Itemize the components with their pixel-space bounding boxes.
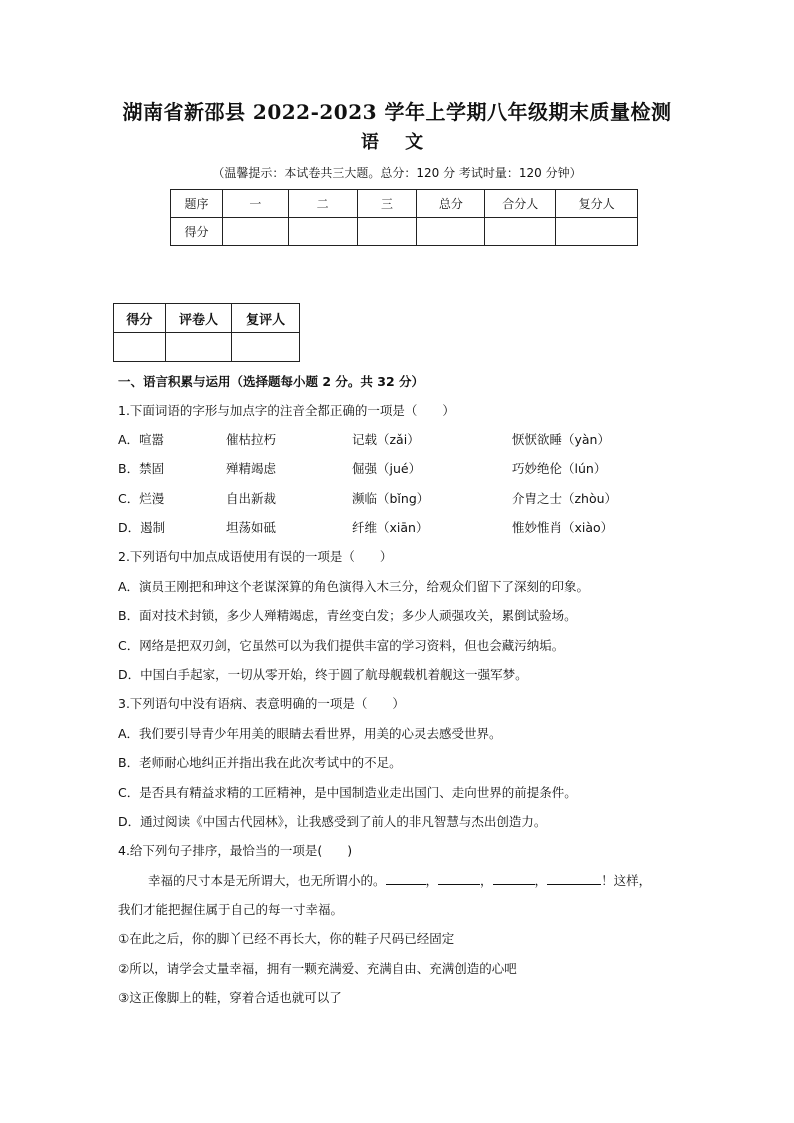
q2-option-d: D．中国白手起家，一切从零开始，终于圆了航母舰载机着舰这一强军梦。	[118, 667, 528, 682]
question-1-stem: 1.下面词语的字形与加点字的注音全都正确的一项是（ ）	[118, 403, 455, 418]
question-4-stem: 4.给下列句子排序，最恰当的一项是( )	[118, 843, 353, 858]
question-3-stem: 3.下列语句中没有语病、表意明确的一项是（ ）	[118, 696, 405, 711]
grader-header-cell: 得分	[114, 304, 166, 333]
q1-option-d-word4: 惟妙惟肖（xiào）	[512, 520, 614, 535]
q3-option-a: A．我们要引导青少年用美的眼睛去看世界，用美的心灵去感受世界。	[118, 726, 502, 741]
q1-option-b-word3: 倔强（jué）	[352, 461, 422, 476]
q1-option-a-word1: A．喧嚣	[118, 432, 165, 447]
q1-option-a-word3: 记载（zǎi）	[352, 432, 420, 447]
score-header-cell: 三	[357, 190, 417, 218]
q3-option-c: C．是否具有精益求精的工匠精神，是中国制造业走出国门、走向世界的前提条件。	[118, 785, 577, 800]
answer-blank[interactable]	[547, 872, 601, 885]
score-cell[interactable]	[556, 218, 638, 246]
score-table-score-row	[171, 218, 638, 246]
score-header-cell: 复分人	[556, 190, 638, 218]
q4-item-1: ①在此之后，你的脚丫已经不再长大，你的鞋子尺码已经固定	[118, 931, 455, 946]
grader-blank-row	[114, 333, 300, 362]
question-2-stem: 2.下列语句中加点成语使用有误的一项是（ ）	[118, 549, 393, 564]
q1-option-c-word3: 濒临（bǐng）	[352, 491, 430, 506]
subject-title: 语 文	[360, 132, 434, 153]
q1-option-a-word4: 恹恹欲睡（yàn）	[512, 432, 610, 447]
exam-tip: （温馨提示：本试卷共三大题。总分：120 分 考试时量：120 分钟）	[212, 166, 582, 180]
score-header-cell: 题序	[171, 190, 223, 218]
q1-option-c-word1: C．烂漫	[118, 491, 165, 506]
q1-option-c-word4: 介胄之士（zhòu）	[512, 491, 618, 506]
score-cell[interactable]	[485, 218, 556, 246]
answer-blank[interactable]	[493, 872, 535, 885]
q4-passage-end: ！这样，	[601, 873, 652, 888]
answer-blank[interactable]	[438, 872, 480, 885]
grader-header-cell: 评卷人	[165, 304, 232, 333]
q2-option-a: A．演员王刚把和珅这个老谋深算的角色演得入木三分，给观众们留下了深刻的印象。	[118, 579, 590, 594]
grader-header-row	[114, 304, 300, 333]
score-cell[interactable]	[288, 218, 357, 246]
q3-option-d: D．通过阅读《中国古代园林》，让我感受到了前人的非凡智慧与杰出创造力。	[118, 814, 547, 829]
grader-header-cell: 复评人	[232, 304, 300, 333]
grader-cell[interactable]	[165, 333, 232, 362]
q1-option-d-word3: 纤维（xiān）	[352, 520, 429, 535]
q4-item-2: ②所以，请学会丈量幸福，拥有一颗充满爱、充满自由、充满创造的心吧	[118, 961, 517, 976]
score-header-cell: 总分	[417, 190, 485, 218]
answer-blank[interactable]	[386, 872, 426, 885]
q4-passage-start: 幸福的尺寸本是无所谓大，也无所谓小的。	[148, 873, 386, 888]
score-cell[interactable]	[417, 218, 485, 246]
score-table-header-row	[171, 190, 638, 218]
score-header-cell: 二	[288, 190, 357, 218]
q1-option-d-word1: D．遏制	[118, 520, 166, 535]
grader-cell[interactable]	[114, 333, 166, 362]
q4-passage-line-2: 我们才能把握住属于自己的每一寸幸福。	[118, 902, 344, 917]
q1-option-b-word4: 巧妙绝伦（lún）	[512, 461, 607, 476]
score-cell[interactable]	[222, 218, 288, 246]
q3-option-b: B．老师耐心地纠正并指出我在此次考试中的不足。	[118, 755, 402, 770]
q2-option-c: C．网络是把双刃剑，它虽然可以为我们提供丰富的学习资料，但也会藏污纳垢。	[118, 638, 565, 653]
grader-table	[113, 303, 300, 362]
q2-option-b: B．面对技术封锁，多少人殚精竭虑，青丝变白发；多少人顽强攻关，累倒试验场。	[118, 608, 577, 623]
q4-item-3: ③这正像脚上的鞋，穿着合适也就可以了	[118, 990, 342, 1005]
score-cell[interactable]	[357, 218, 417, 246]
exam-title: 湖南省新邵县 2022-2023 学年上学期八年级期末质量检测	[122, 100, 672, 124]
q1-option-b-word2: 殚精竭虑	[226, 461, 277, 476]
score-table	[170, 189, 638, 246]
q4-passage-line-1: 幸福的尺寸本是无所谓大，也无所谓小的。 ， ， ， ！这样，	[148, 873, 652, 888]
grader-cell[interactable]	[232, 333, 300, 362]
score-row-label: 得分	[171, 218, 223, 246]
section-heading: 一、语言积累与运用（选择题每小题 2 分。共 32 分）	[118, 374, 425, 389]
q1-option-a-word2: 催枯拉朽	[226, 432, 277, 447]
q1-option-b-word1: B．禁固	[118, 461, 165, 476]
q1-option-d-word2: 坦荡如砥	[226, 520, 277, 535]
score-header-cell: 合分人	[485, 190, 556, 218]
score-header-cell: 一	[222, 190, 288, 218]
q1-option-c-word2: 自出新裁	[226, 491, 277, 506]
